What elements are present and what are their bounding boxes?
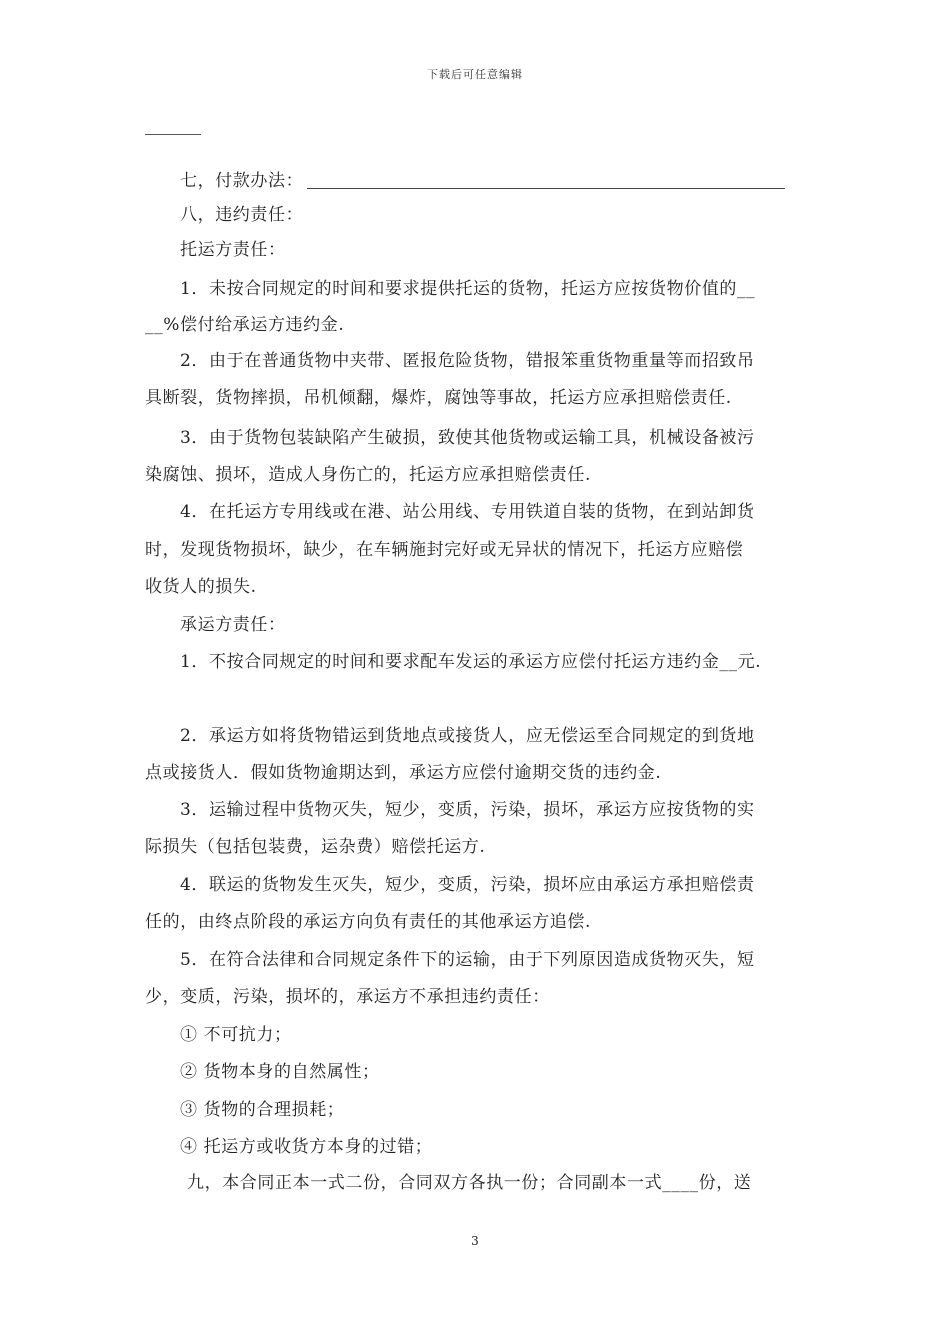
shipper-item-1-line-1: 1．未按合同规定的时间和要求提供托运的货物，托运方应按货物价值的__ (180, 279, 756, 299)
continuation-rule (145, 134, 201, 135)
shipper-item-2-line-2: 具断裂，货物摔损，吊机倾翻，爆炸，腐蚀等事故，托运方应承担赔偿责任. (145, 388, 732, 408)
clause-7-label: 七，付款办法： (180, 171, 304, 191)
shipper-item-2-line-1: 2．由于在普通货物中夹带、匿报危险货物，错报笨重货物重量等而招致吊 (180, 351, 755, 371)
clause-9-copies: 九，本合同正本一式二份，合同双方各执一份；合同副本一式____份，送 (187, 1173, 752, 1193)
exemption-1: ① 不可抗力； (180, 1025, 292, 1045)
carrier-item-2-line-1: 2．承运方如将货物错运到货地点或接货人，应无偿运至合同规定的到货地 (180, 726, 755, 746)
page-header-note: 下载后可任意编辑 (427, 68, 523, 81)
carrier-item-4-line-1: 4．联运的货物发生灭失，短少，变质，污染，损坏应由承运方承担赔偿责 (180, 875, 755, 895)
carrier-item-3-line-1: 3．运输过程中货物灭失，短少，变质，污染，损坏，承运方应按货物的实 (180, 800, 755, 820)
shipper-item-4-line-1: 4．在托运方专用线或在港、站公用线、专用铁道自装的货物，在到站卸货 (180, 502, 755, 522)
carrier-item-5-line-2: 少，变质，污染，损坏的，承运方不承担违约责任： (145, 987, 550, 1007)
shipper-item-4-line-2: 时，发现货物损坏，缺少，在车辆施封完好或无异状的情况下，托运方应赔偿 (145, 540, 744, 560)
carrier-item-2-line-2: 点或接货人．假如货物逾期达到，承运方应偿付逾期交货的违约金. (145, 763, 662, 783)
carrier-item-3-line-2: 际损失（包括包装费，运杂费）赔偿托运方. (145, 837, 486, 857)
payment-blank (307, 188, 785, 189)
exemption-3: ③ 货物的合理损耗； (180, 1100, 345, 1120)
carrier-item-5-line-1: 5．在符合法律和合同规定条件下的运输，由于下列原因造成货物灭失，短 (180, 950, 755, 970)
carrier-liability-heading: 承运方责任： (180, 615, 286, 635)
shipper-item-3-line-2: 染腐蚀、损坏，造成人身伤亡的，托运方应承担赔偿责任. (145, 465, 592, 485)
shipper-liability-heading: 托运方责任： (180, 240, 286, 260)
carrier-item-4-line-2: 任的，由终点阶段的承运方向负有责任的其他承运方追偿. (145, 912, 592, 932)
shipper-item-3-line-1: 3．由于货物包装缺陷产生破损，致使其他货物或运输工具，机械设备被污 (180, 428, 755, 448)
page-number: 3 (471, 1234, 479, 1248)
clause-7-payment (180, 171, 785, 191)
exemption-4: ④ 托运方或收货方本身的过错； (180, 1137, 433, 1157)
carrier-item-1: 1．不按合同规定的时间和要求配车发运的承运方应偿付托运方违约金__元. (180, 652, 762, 672)
clause-8-heading: 八，违约责任： (180, 205, 304, 225)
shipper-item-4-line-3: 收货人的损失. (145, 577, 257, 597)
exemption-2: ② 货物本身的自然属性； (180, 1062, 380, 1082)
shipper-item-1-line-2: __%偿付给承运方违约金. (145, 315, 345, 335)
